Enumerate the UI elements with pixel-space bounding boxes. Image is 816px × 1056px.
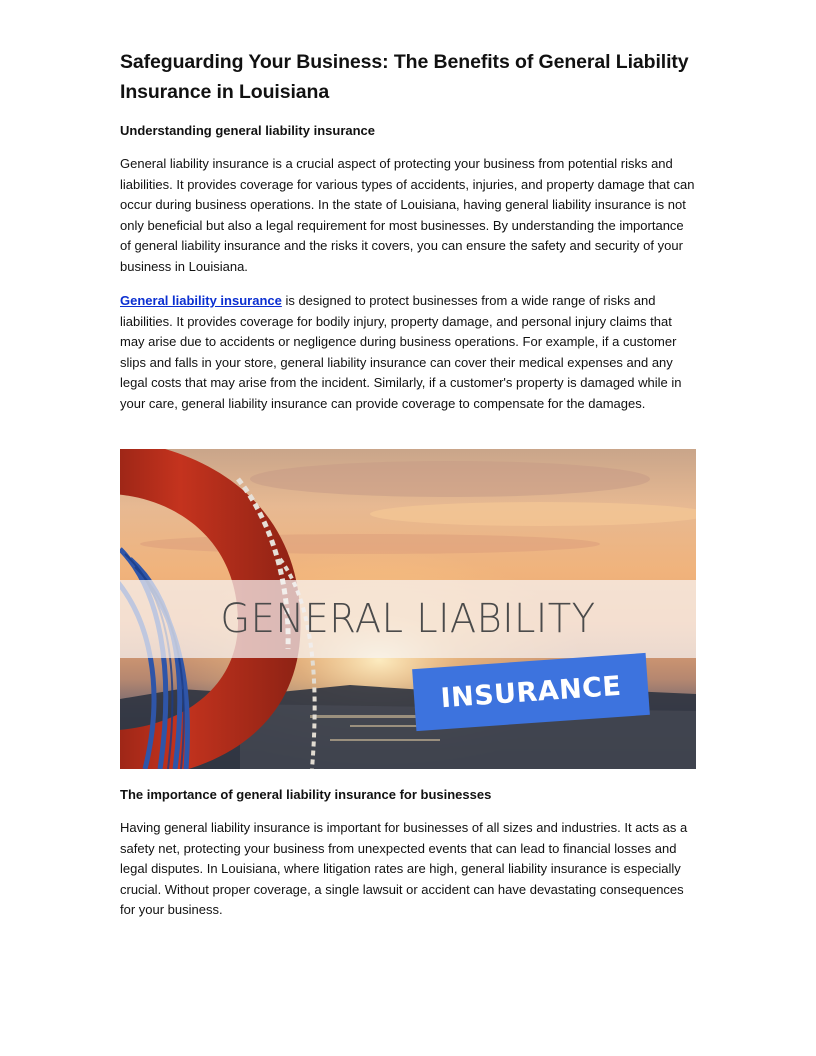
section-heading-understanding: Understanding general liability insurance: [120, 123, 376, 138]
general-liability-link[interactable]: General liability insurance: [120, 293, 282, 308]
paragraph-coverage-text: is designed to protect businesses from a wide range of risks and liabilities. It provides coverage for bodily injury, property damage, and personal injury claims that may arise due to accidents or negligence during business operations. For example, if a customer slips and falls in your store, general liability insurance can cover their medical expenses and any legal costs that may arise from the incident. Similarly, if a customer's property is damaged while in your care, general liability insurance can provide coverage to compensate for the damages.: [120, 293, 682, 411]
page-title: Safeguarding Your Business: The Benefits of General Liability Insurance in Louisiana: [120, 51, 689, 103]
hero-image: [120, 449, 696, 769]
paragraph-intro: General liability insurance is a crucial aspect of protecting your business from potential risks and liabilities. It provides coverage for various types of accidents, injuries, and property damage that can occur during business operations. In the state of Louisiana, having general liability insurance is not only beneficial but also a legal requirement for most businesses. By understanding the importance of general liability insurance and the risks it covers, you can ensure the safety and security of your business in Louisiana.: [120, 156, 695, 274]
hero-band-text: GENERAL LIABILITY: [220, 596, 596, 642]
paragraph-coverage: [120, 291, 696, 414]
hero-badge-text: INSURANCE: [439, 670, 623, 714]
paragraph-importance: Having general liability insurance is important for businesses of all sizes and industries. It acts as a safety net, protecting your business from unexpected events that can lead to financial losses and legal disputes. In Louisiana, where litigation rates are high, general liability insurance is especially crucial. Without proper coverage, a single lawsuit or accident can have devastating consequences for your business.: [120, 820, 688, 917]
section-heading-importance: The importance of general liability insurance for businesses: [120, 787, 492, 802]
